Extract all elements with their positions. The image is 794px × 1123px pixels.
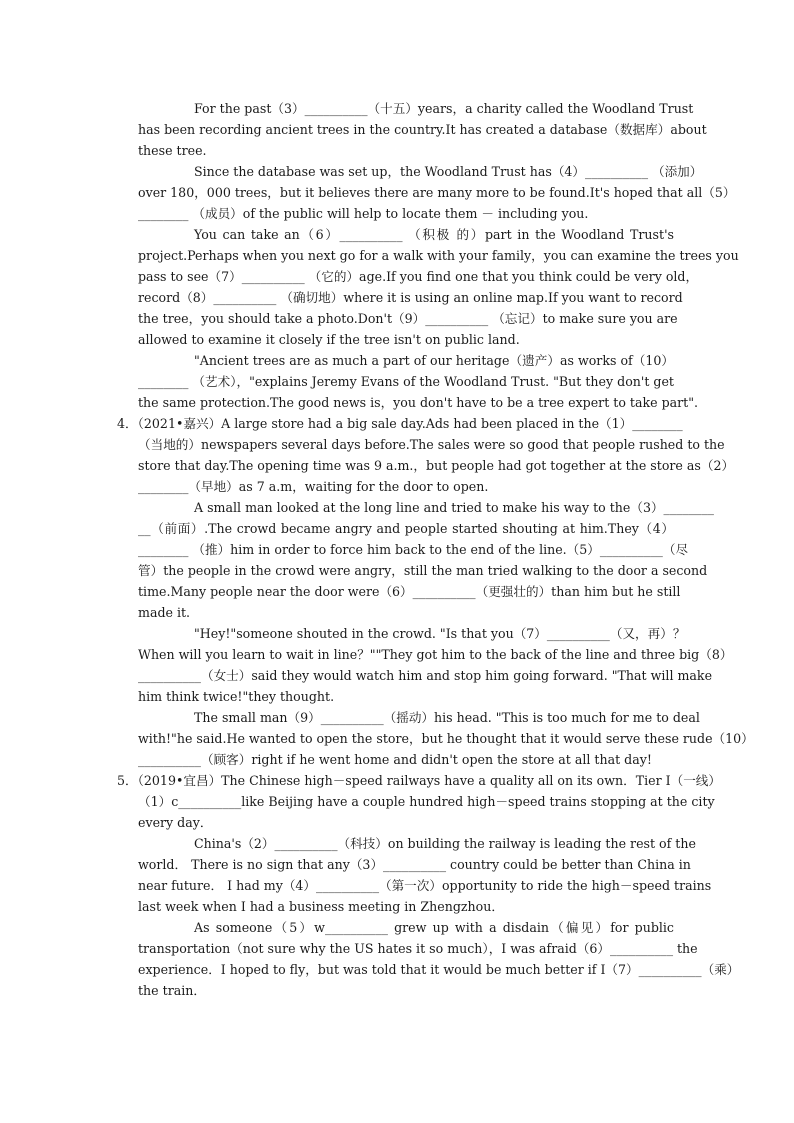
text-line: made it. bbox=[138, 605, 191, 620]
text-line: As someone（5）w__________ grew up with a disdain（偏见）for public bbox=[194, 920, 674, 935]
text-line: 管）the people in the crowd were angry，still the man tried walking to the door a second bbox=[138, 563, 708, 578]
text-line: ________ （成员）of the public will help to locate them － including you. bbox=[138, 206, 589, 221]
text-line: China's（2）__________（科技）on building the railway is leading the rest of the bbox=[194, 836, 696, 851]
text-line: __（前面）.The crowd became angry and people started shouting at him.They（4） bbox=[138, 521, 674, 536]
text-line: with!"he said.He wanted to open the store，but he thought that it would serve these rude（10） bbox=[138, 731, 754, 746]
question-5-heading: 5．（2019•宜昌）The Chinese high－speed railways have a quality all on its own．Tier I（一线） bbox=[117, 773, 721, 788]
text-line: The small man（9）__________（摇动）his head. "This is too much for me to deal bbox=[194, 710, 700, 725]
text-line: pass to see（7）__________ （它的）age.If you find one that you think could be very old， bbox=[138, 269, 699, 284]
text-line: experience．I hoped to fly，but was told that it would be much better if I（7）__________（乘） bbox=[138, 962, 740, 977]
text-line: Since the database was set up，the Woodland Trust has（4）__________ （添加） bbox=[194, 164, 703, 179]
text-line: __________（顾客）right if he went home and didn't open the store at all that day! bbox=[138, 752, 652, 767]
text-line: has been recording ancient trees in the country.It has created a database（数据库）about bbox=[138, 122, 707, 137]
question-4-heading: 4．（2021•嘉兴）A large store had a big sale day.Ads had been placed in the（1）________ bbox=[117, 416, 683, 431]
text-line: When will you learn to wait in line？""They got him to the back of the line and three big（8） bbox=[138, 647, 733, 662]
text-line: near future． I had my（4）__________（第一次）opportunity to ride the high－speed trains bbox=[138, 878, 712, 893]
text-line: every day． bbox=[138, 815, 213, 830]
text-line: these tree. bbox=[138, 143, 207, 158]
text-line: For the past（3）__________（十五）years，a charity called the Woodland Trust bbox=[194, 101, 694, 116]
text-line: over 180，000 trees，but it believes there are many more to be found.It's hoped that all（5） bbox=[138, 185, 736, 200]
text-line: （当地的）newspapers several days before.The sales were so good that people rushed to the bbox=[138, 437, 725, 452]
text-line: the tree，you should take a photo.Don't（9）__________ （忘记）to make sure you are bbox=[138, 311, 678, 326]
text-line: allowed to examine it closely if the tree isn't on public land. bbox=[138, 332, 520, 347]
text-line: "Hey!"someone shouted in the crowd. "Is that you（7）__________（又，再）？ bbox=[194, 626, 686, 641]
text-line: last week when I had a business meeting in Zhengzhou． bbox=[138, 899, 504, 914]
text-line: time.Many people near the door were（6）__________（更强壮的）than him but he still bbox=[138, 584, 681, 599]
text-line: ________（早地）as 7 a.m，waiting for the door to open. bbox=[138, 479, 489, 494]
text-line: ________ （推）him in order to force him back to the end of the line.（5）__________（尽 bbox=[138, 542, 689, 557]
text-line: world． There is no sign that any（3）__________ country could be better than China in bbox=[138, 857, 691, 872]
text-line: the same protection.The good news is，you don't have to be a tree expert to take part". bbox=[138, 395, 699, 410]
text-line: the train． bbox=[138, 983, 206, 998]
text-line: store that day.The opening time was 9 a.m.，but people had got together at the store as（2） bbox=[138, 458, 735, 473]
text-line: him think twice!"they thought. bbox=[138, 689, 335, 704]
text-line: A small man looked at the long line and tried to make his way to the（3）________ bbox=[194, 500, 714, 515]
text-line: __________（女士）said they would watch him and stop him going forward. "That will make bbox=[138, 668, 713, 683]
text-line: ________ （艺术），"explains Jeremy Evans of the Woodland Trust. "But they don't get bbox=[138, 374, 674, 389]
text-line: transportation（not sure why the US hates it so much），I was afraid（6）__________ the bbox=[138, 941, 698, 956]
text-line: （1）c__________like Beijing have a couple hundred high－speed trains stopping at the city bbox=[138, 794, 715, 809]
text-line: "Ancient trees are as much a part of our heritage（遗产）as works of（10） bbox=[194, 353, 674, 368]
text-line: You can take an（6）__________ （积极 的）part in the Woodland Trust's bbox=[194, 227, 674, 242]
text-line: record（8）__________ （确切地）where it is using an online map.If you want to record bbox=[138, 290, 683, 305]
text-line: project.Perhaps when you next go for a walk with your family，you can examine the trees you bbox=[138, 248, 739, 263]
